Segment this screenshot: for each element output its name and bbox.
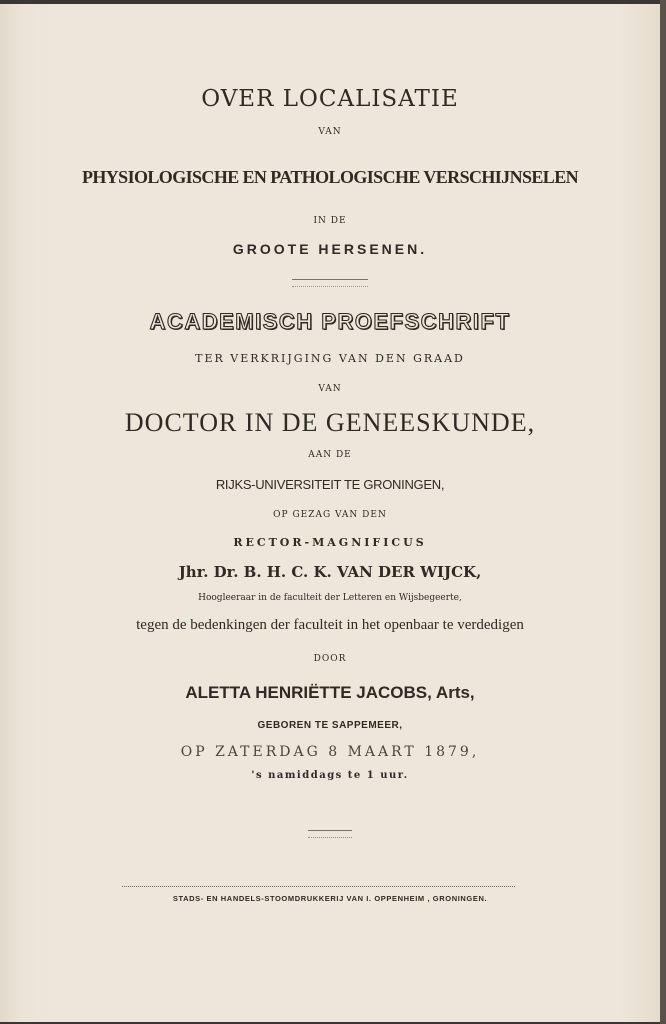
thesis-heading: ACADEMISCH PROEFSCHRIFT — [149, 309, 511, 334]
ornament-divider — [292, 279, 368, 287]
title-page — [0, 4, 660, 1022]
title-line-19: GEBOREN TE SAPPEMEER, — [257, 720, 403, 731]
title-line-7: TER VERKRIJGING VAN DEN GRAAD — [195, 352, 465, 365]
title-line-15: Hoogleeraar in de faculteit der Letteren en Wijsbegeerte, — [198, 593, 462, 603]
degree-title: DOCTOR IN DE GENEESKUNDE, — [124, 408, 536, 437]
dotted-rule — [122, 886, 515, 887]
defense-date: OP ZATERDAG 8 MAART 1879, — [180, 744, 480, 760]
title-line-17: DOOR — [313, 654, 347, 664]
title-line-8: VAN — [318, 384, 342, 394]
title-line-13: RECTOR-MAGNIFICUS — [233, 536, 427, 549]
author-name: ALETTA HENRIËTTE JACOBS, Arts, — [185, 683, 475, 702]
defense-time: 's namiddags te 1 uur. — [251, 770, 409, 781]
printer-line: STADS- EN HANDELS-STOOMDRUKKERIJ VAN I. OPPENHEIM , GRONINGEN. — [172, 894, 488, 903]
university-name: RIJKS-UNIVERSITEIT TE GRONINGEN, — [215, 477, 445, 492]
title-line-10: AAN DE — [308, 450, 352, 460]
title-line-5: GROOTE HERSENEN. — [232, 241, 428, 257]
title-line-2: VAN — [318, 127, 342, 137]
title-line-1: OVER LOCALISATIE — [201, 86, 459, 112]
title-line-12: OP GEZAG VAN DEN — [273, 510, 387, 520]
defense-text: tegen de bedenkingen der faculteit in het openbaar te verdedigen — [136, 617, 524, 633]
title-main: PHYSIOLOGISCHE EN PATHOLOGISCHE VERSCHIJNSELEN — [81, 167, 579, 187]
book-edge — [660, 0, 666, 1024]
title-line-4: IN DE — [313, 216, 347, 226]
ornament-divider-small — [308, 830, 352, 838]
rector-name: Jhr. Dr. B. H. C. K. VAN DER WIJCK, — [178, 563, 482, 581]
